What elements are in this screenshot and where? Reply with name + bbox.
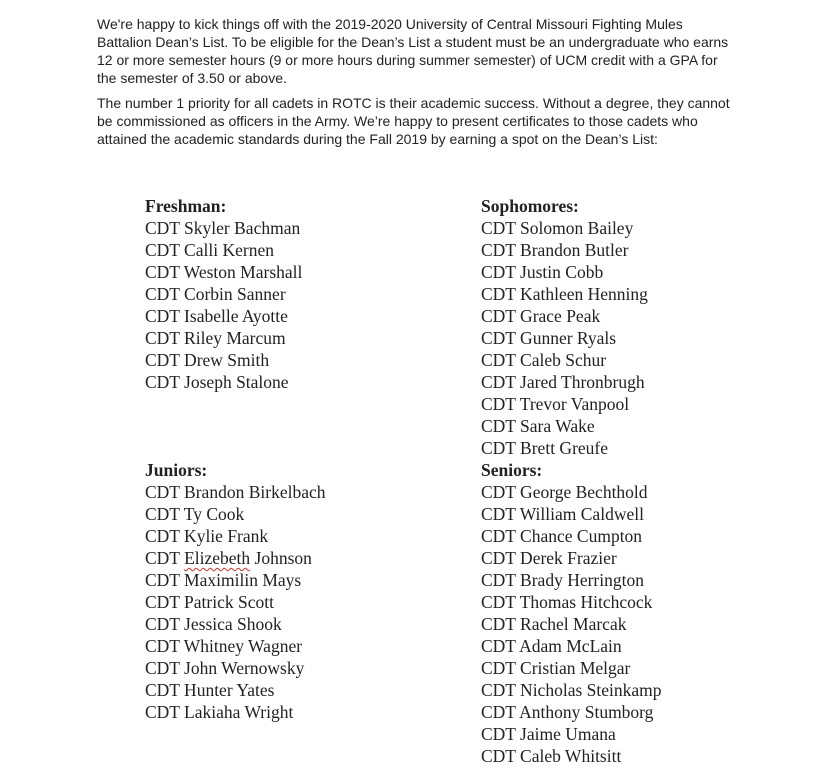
seniors-name-item: CDT Thomas Hitchcock [481,592,653,612]
sophomores-name-item: CDT Justin Cobb [481,262,604,282]
freshman-name-item: CDT Calli Kernen [145,240,274,260]
juniors-name-item: CDT Hunter Yates [145,680,275,700]
juniors-list [145,459,325,723]
sophomores-name-item: CDT Solomon Bailey [481,218,634,238]
freshman-name-item: CDT Corbin Sanner [145,284,286,304]
juniors-name-item: CDT Ty Cook [145,504,245,524]
seniors-name-item: CDT Caleb Whitsitt [481,746,622,766]
juniors-name-item: CDT Jessica Shook [145,614,282,634]
intro-paragraph-2: The number 1 priority for all cadets in ROTC is their academic success. Without a degree, they cannot be commissioned as officers in the Army. We’re happy to present certificates to those cadets who attained the academic standards during the Fall 2019 by earning a spot on the Dean’s List: [97,95,730,147]
juniors-name-item: CDT Elizebeth Johnson [145,548,312,568]
seniors-name-item: CDT William Caldwell [481,504,644,524]
juniors-name-item: CDT Lakiaha Wright [145,702,294,722]
sophomores-name-item: CDT Jared Thronbrugh [481,372,645,392]
sophomores-name-item: CDT Caleb Schur [481,350,607,370]
seniors-name-item: CDT Rachel Marcak [481,614,627,634]
freshman-name-item: CDT Isabelle Ayotte [145,306,288,326]
juniors-heading: Juniors: [145,460,208,480]
seniors-name-item: CDT Jaime Umana [481,724,616,744]
seniors-name-item: CDT Derek Frazier [481,548,617,568]
spellcheck-flag: Elizebeth [184,548,251,568]
freshman-name-item: CDT Skyler Bachman [145,218,301,238]
freshman-list [145,195,302,393]
seniors-name-item: CDT George Bechthold [481,482,648,502]
sophomores-heading: Sophomores: [481,196,579,216]
sophomores-name-item: CDT Gunner Ryals [481,328,617,348]
seniors-name-item: CDT Nicholas Steinkamp [481,680,662,700]
juniors-name-item: CDT Kylie Frank [145,526,269,546]
sophomores-name-item: CDT Brett Greufe [481,438,609,458]
freshman-heading: Freshman: [145,196,227,216]
freshman-name-item: CDT Riley Marcum [145,328,286,348]
seniors-name-item: CDT Anthony Stumborg [481,702,654,722]
sophomores-name-item: CDT Sara Wake [481,416,595,436]
sophomores-list [481,195,648,459]
freshman-name-item: CDT Weston Marshall [145,262,303,282]
seniors-name-item: CDT Cristian Melgar [481,658,631,678]
juniors-name-item: CDT Patrick Scott [145,592,274,612]
freshman-name-item: CDT Drew Smith [145,350,270,370]
juniors-name-item: CDT John Wernowsky [145,658,305,678]
sophomores-name-item: CDT Kathleen Henning [481,284,648,304]
juniors-name-item: CDT Maximilin Mays [145,570,302,590]
juniors-name-item: CDT Whitney Wagner [145,636,303,656]
sophomores-name-item: CDT Brandon Butler [481,240,629,260]
seniors-name-item: CDT Chance Cumpton [481,526,643,546]
seniors-name-item: CDT Brady Herrington [481,570,644,590]
intro-paragraph-1: We're happy to kick things off with the 2019-2020 University of Central Missouri Fighting Mules Battalion Dean’s List. To be eligible for the Dean’s List a student must be an undergraduate who earns 12 or more semester hours (9 or more hours during summer semester) of UCM credit with a GPA for the semester of 3.50 or above. [97,16,729,86]
seniors-list [481,459,662,767]
seniors-name-item: CDT Adam McLain [481,636,622,656]
juniors-name-item: CDT Brandon Birkelbach [145,482,326,502]
sophomores-name-item: CDT Trevor Vanpool [481,394,630,414]
seniors-heading: Seniors: [481,460,543,480]
freshman-name-item: CDT Joseph Stalone [145,372,289,392]
sophomores-name-item: CDT Grace Peak [481,306,601,326]
